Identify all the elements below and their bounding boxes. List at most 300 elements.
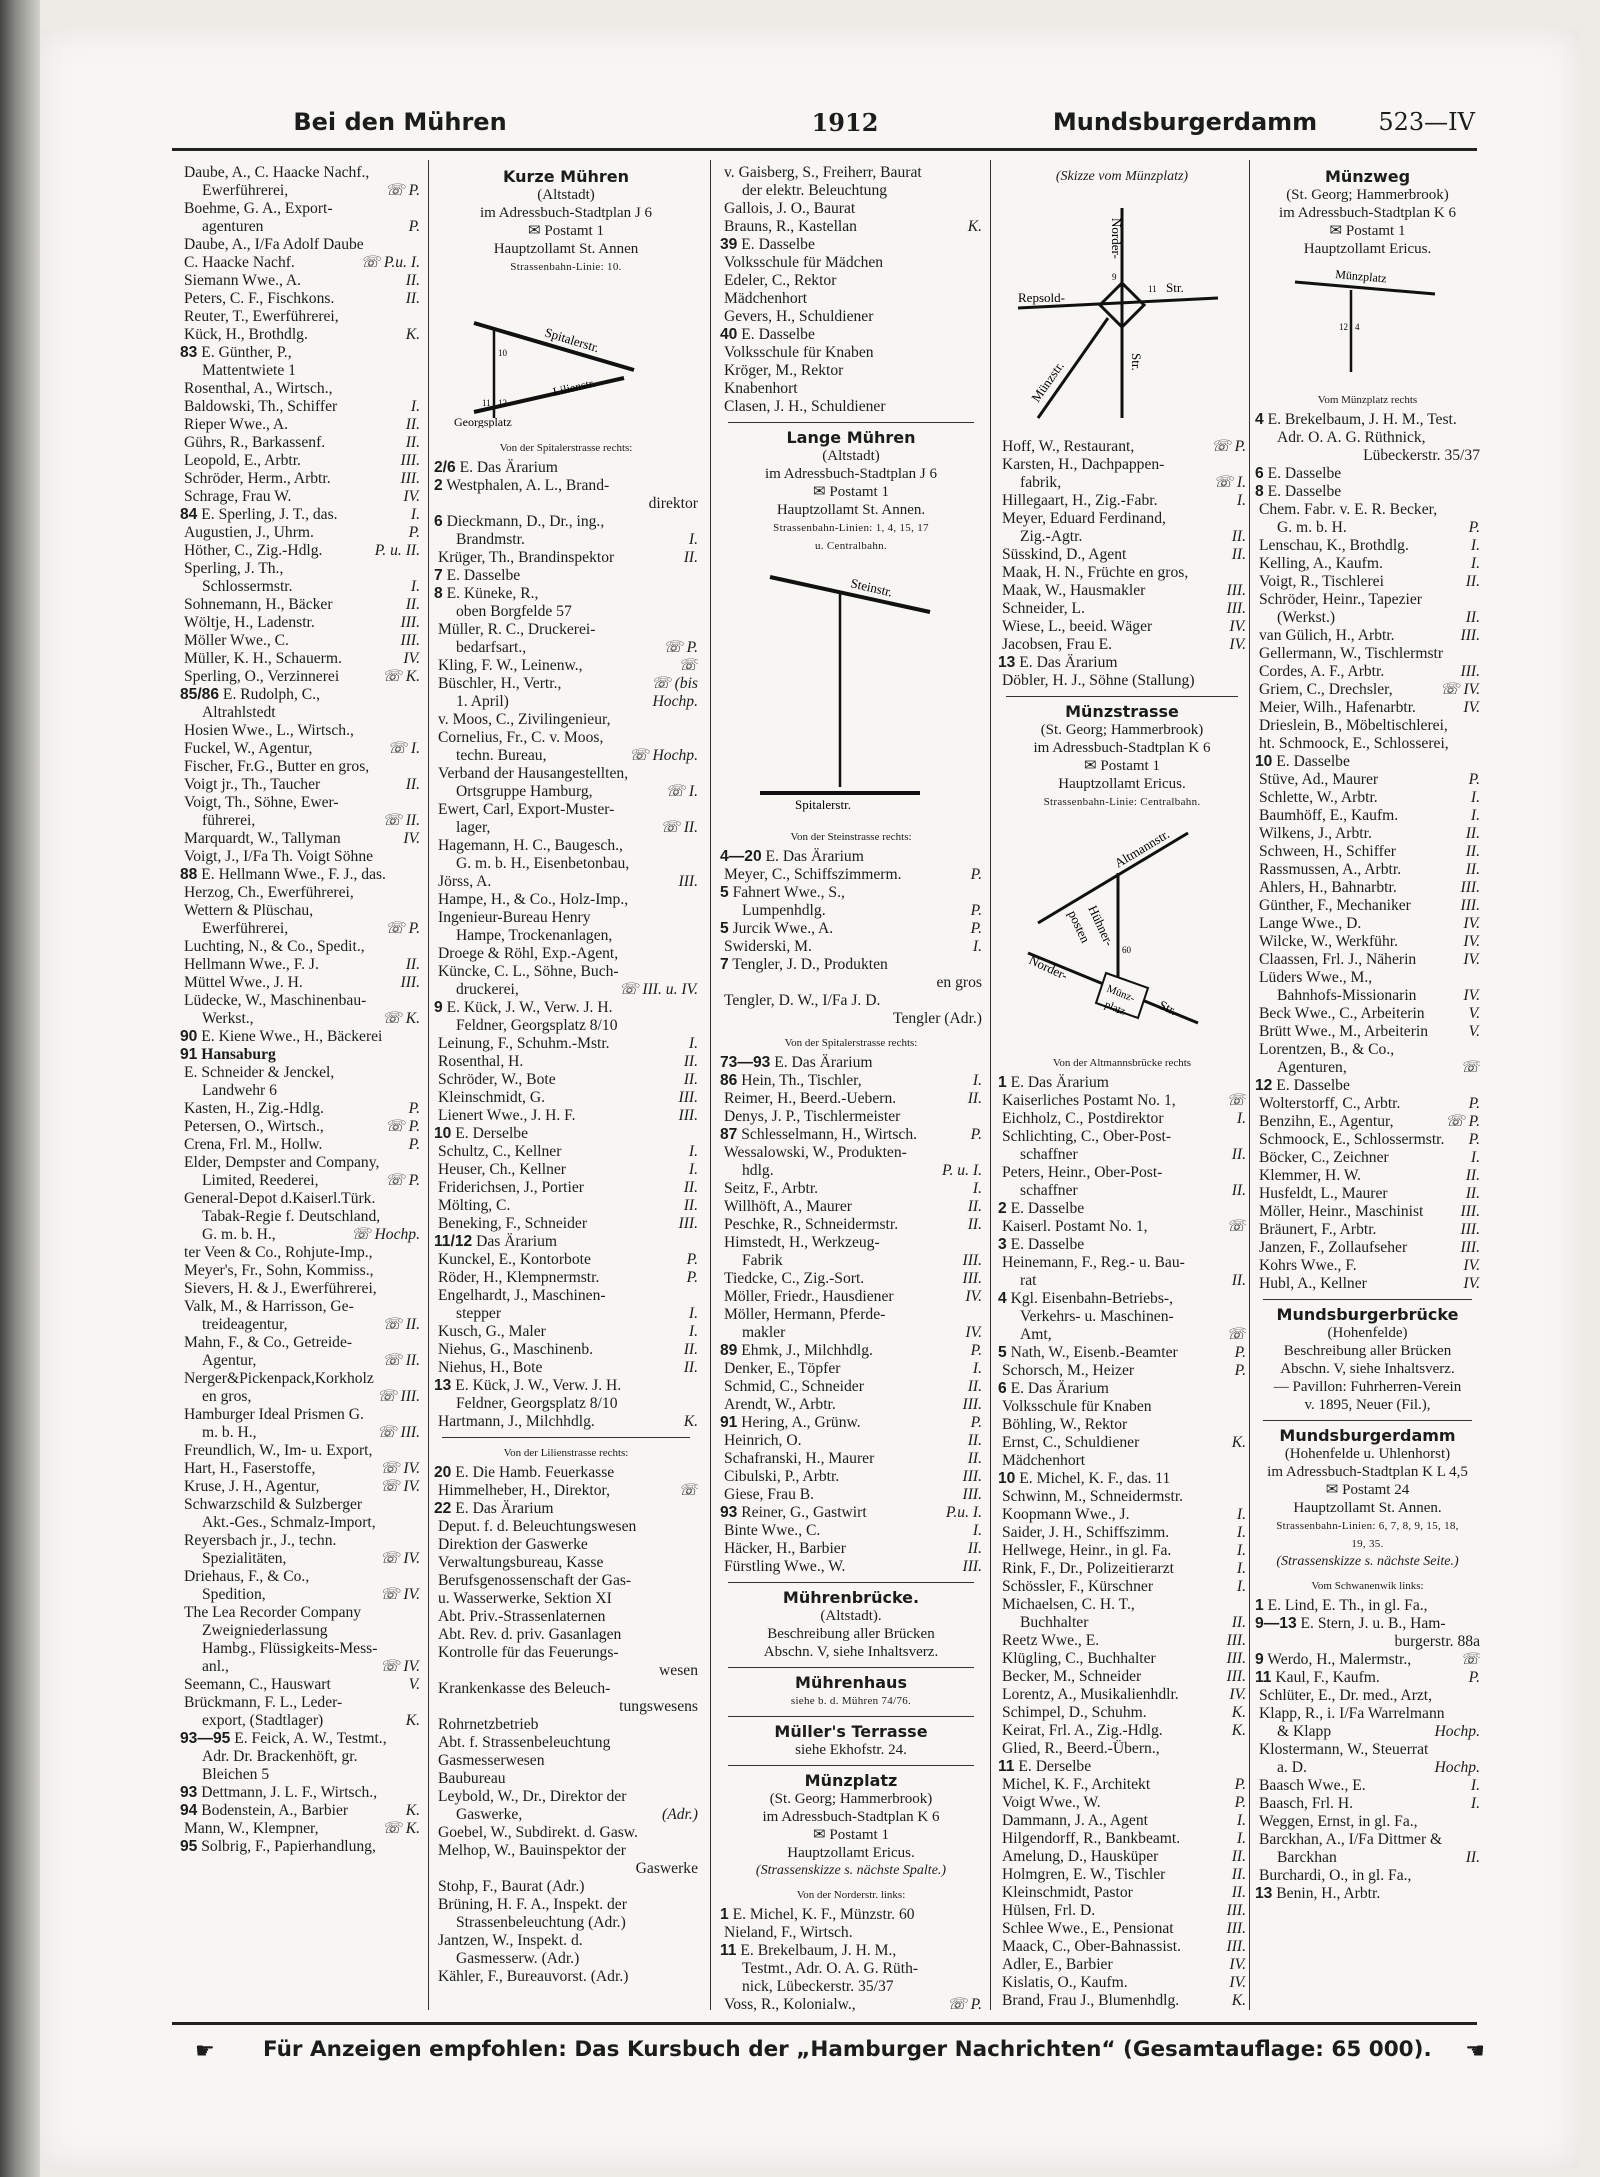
directory-entry bbox=[434, 477, 698, 495]
entry-text: Hellmann Wwe., F. J. bbox=[184, 956, 319, 973]
floor-marker: II. bbox=[405, 290, 420, 307]
section-divider bbox=[442, 1437, 690, 1438]
entry-text: E. Dasselbe bbox=[737, 326, 815, 343]
floor-marker: I. bbox=[1236, 1506, 1246, 1523]
directory-entry bbox=[720, 290, 982, 308]
entry-text: Ewert, Carl, Export-Muster- bbox=[438, 801, 615, 818]
directory-entry bbox=[434, 1590, 698, 1608]
entry-text: Chem. Fabr. v. E. R. Becker, bbox=[1259, 501, 1438, 518]
floor-marker: ☏ I. bbox=[665, 783, 698, 800]
street-sketch-muenzplatz bbox=[998, 188, 1246, 433]
directory-entry bbox=[998, 1344, 1246, 1362]
directory-entry bbox=[434, 1053, 698, 1071]
floor-marker: I. bbox=[688, 1305, 698, 1322]
house-number: 2 bbox=[434, 477, 443, 494]
entry-text: Kaiserliches Postamt No. 1, bbox=[1002, 1092, 1176, 1109]
entry-text: Schröder, Herm., Arbtr. bbox=[184, 470, 331, 487]
entry-text: Mädchenhort bbox=[1002, 1452, 1086, 1469]
entry-text: Peters, Heinr., Ober-Post- bbox=[1002, 1164, 1163, 1181]
map-label: Repsold- bbox=[1018, 290, 1065, 305]
entry-text: Leopold, E., Arbtr. bbox=[184, 452, 301, 469]
directory-entry bbox=[180, 758, 420, 776]
floor-marker: ☏ II. bbox=[382, 1316, 420, 1333]
section-divider bbox=[1263, 1299, 1472, 1300]
entry-text: (Werkst.) bbox=[1277, 609, 1336, 626]
entry-text: Sperling, J. Th., bbox=[184, 560, 284, 577]
directory-entry bbox=[998, 1830, 1246, 1848]
directory-entry bbox=[180, 1028, 420, 1046]
directory-entry bbox=[434, 1770, 698, 1788]
column-divider bbox=[428, 160, 429, 2010]
entry-text: Schlette, W., Arbtr. bbox=[1259, 789, 1378, 806]
directory-entry bbox=[1255, 807, 1480, 825]
street-district: (Altstadt). bbox=[820, 1608, 882, 1624]
directory-entry bbox=[180, 1514, 420, 1532]
directory-entry bbox=[720, 1486, 982, 1504]
map-label: Georgsplatz bbox=[454, 415, 512, 428]
entry-text: Hellwege, Heinr., in gl. Fa. bbox=[1002, 1542, 1172, 1559]
floor-marker: K. bbox=[1231, 1722, 1246, 1739]
floor-marker: III. bbox=[1460, 627, 1480, 644]
street-tram: Strassenbahn-Linien: 1, 4, 15, 17 bbox=[773, 522, 929, 534]
entry-text: Meyer's, Fr., Sohn, Kommiss., bbox=[184, 1262, 374, 1279]
directory-entry bbox=[434, 711, 698, 729]
floor-marker: I. bbox=[1236, 1812, 1246, 1829]
entry-text: Schlüter, E., Dr. med., Arzt, bbox=[1259, 1687, 1433, 1704]
entry-text: Stüve, Ad., Maurer bbox=[1259, 771, 1379, 788]
directory-entry bbox=[434, 999, 698, 1017]
directory-entry bbox=[998, 1992, 1246, 2010]
floor-marker: I. bbox=[1236, 1524, 1246, 1541]
map-label: Str. bbox=[1129, 353, 1144, 371]
street-muehrenbruecke bbox=[720, 1589, 982, 1661]
entry-text: druckerei, bbox=[456, 981, 519, 998]
entry-text: E. Feick, A. W., Testmt., bbox=[230, 1730, 387, 1747]
house-number: 40 bbox=[720, 326, 738, 343]
directory-entry bbox=[1255, 879, 1480, 897]
map-label: Lilienstr. bbox=[551, 375, 597, 399]
directory-entry bbox=[1255, 1849, 1480, 1867]
entry-text: E. Michel, K. F., Münzstr. 60 bbox=[728, 1906, 915, 1923]
entry-text: Seitz, F., Arbtr. bbox=[724, 1180, 819, 1197]
entry-text: E. Sperling, J. T., das. bbox=[197, 506, 338, 523]
directory-entry bbox=[998, 1866, 1246, 1884]
floor-marker: II. bbox=[405, 434, 420, 451]
directory-entry bbox=[180, 830, 420, 848]
header-rule bbox=[172, 148, 1477, 151]
directory-entry bbox=[720, 884, 982, 902]
directory-entry bbox=[434, 1269, 698, 1287]
entry-text: Böhling, W., Rektor bbox=[1002, 1416, 1128, 1433]
entry-text: E. Das Ärarium bbox=[761, 848, 864, 865]
section-divider bbox=[728, 422, 974, 423]
floor-marker: P. bbox=[970, 920, 982, 937]
entry-text: Kohrs Wwe., F. bbox=[1259, 1257, 1357, 1274]
entry-text: General-Depot d.Kaiserl.Türk. bbox=[184, 1190, 376, 1207]
directory-entry bbox=[180, 1388, 420, 1406]
entry-text: Berufsgenossenschaft der Gas- bbox=[438, 1572, 632, 1589]
directory-entry bbox=[1255, 1885, 1480, 1903]
floor-marker: II. bbox=[967, 1432, 982, 1449]
entry-text: bedarfsart., bbox=[456, 639, 527, 656]
entry-text: Benzihn, E., Agentur, bbox=[1259, 1113, 1394, 1130]
floor-marker: ☏ Hochp. bbox=[351, 1226, 420, 1243]
entry-text: techn. Bureau, bbox=[456, 747, 547, 764]
section-divider bbox=[728, 1716, 974, 1717]
directory-entry bbox=[434, 1359, 698, 1377]
directory-entry bbox=[180, 1604, 420, 1622]
floor-marker: ☏ P. bbox=[947, 1996, 982, 2013]
entry-text: Tabak-Regie f. Deutschland, bbox=[202, 1208, 381, 1225]
directory-entry bbox=[434, 1932, 698, 1950]
directory-entry bbox=[720, 848, 982, 866]
directory-entry bbox=[1255, 681, 1480, 699]
entry-text: Drieslein, B., Möbeltischlerei, bbox=[1259, 717, 1448, 734]
entry-text: Brandmstr. bbox=[456, 531, 525, 548]
floor-marker: I. bbox=[688, 1161, 698, 1178]
entry-text: stepper bbox=[456, 1305, 502, 1322]
directory-entry bbox=[998, 1578, 1246, 1596]
entry-text: Leybold, W., Dr., Direktor der bbox=[438, 1788, 627, 1805]
entry-text: Kleinschmidt, Pastor bbox=[1002, 1884, 1133, 1901]
street-zollamt: Hauptzollamt St. Annen. bbox=[1293, 1500, 1442, 1516]
floor-marker: P. bbox=[686, 1269, 698, 1286]
floor-marker: II. bbox=[683, 1197, 698, 1214]
floor-marker: ☏ IV. bbox=[379, 1460, 420, 1477]
entry-text: E. Rudolph, C., bbox=[219, 686, 320, 703]
map-label: Str. bbox=[1156, 997, 1180, 1019]
entry-text: E. Die Hamb. Feuerkasse bbox=[451, 1464, 615, 1481]
floor-marker: II. bbox=[1231, 1614, 1246, 1631]
directory-entry bbox=[434, 531, 698, 549]
section-divider bbox=[1006, 696, 1238, 697]
floor-marker: ☏ I. bbox=[387, 740, 420, 757]
directory-entry bbox=[434, 1341, 698, 1359]
house-number: 7 bbox=[720, 956, 729, 973]
entry-text: Swiderski, M. bbox=[724, 938, 812, 955]
directory-entry bbox=[1255, 483, 1480, 501]
floor-marker: II. bbox=[967, 1450, 982, 1467]
entry-text: Gasmesserwesen bbox=[438, 1752, 545, 1769]
floor-marker: ☏ II. bbox=[382, 812, 420, 829]
floor-marker: I. bbox=[1236, 1830, 1246, 1847]
floor-marker: I. bbox=[1470, 1777, 1480, 1794]
entry-text: Hering, A., Grünw. bbox=[737, 1414, 861, 1431]
floor-marker: ☏ bbox=[678, 1482, 698, 1499]
directory-entry bbox=[180, 1298, 420, 1316]
entry-text: Hagemann, H. C., Baugesch., bbox=[438, 837, 623, 854]
entry-text: Becker, M., Schneider bbox=[1002, 1668, 1142, 1685]
entry-text: E. Dasselbe bbox=[737, 236, 815, 253]
entry-text: Abt. f. Strassenbeleuchtung bbox=[438, 1734, 611, 1751]
entry-list bbox=[998, 1074, 1246, 2010]
entry-text: Dieckmann, D., Dr., ing., bbox=[442, 513, 605, 530]
section-subhead: Von der Steinstrasse rechts: bbox=[790, 831, 912, 843]
directory-entry bbox=[1255, 609, 1480, 627]
directory-entry bbox=[434, 1215, 698, 1233]
directory-entry bbox=[720, 326, 982, 344]
directory-entry bbox=[998, 1920, 1246, 1938]
entry-text: Spezialitäten, bbox=[202, 1550, 287, 1567]
entry-text: Maack, C., Ober-Bahnassist. bbox=[1002, 1938, 1181, 1955]
entry-text: Hillegaart, H., Zig.-Fabr. bbox=[1002, 492, 1158, 509]
entry-text: Friderichsen, J., Portier bbox=[438, 1179, 584, 1196]
floor-marker: ☏ III. bbox=[377, 1424, 420, 1441]
floor-marker: ☏ Hochp. bbox=[629, 747, 698, 764]
entry-text: Boehme, G. A., Export- bbox=[184, 200, 333, 217]
floor-marker: II. bbox=[683, 1341, 698, 1358]
entry-text: Testmt., Adr. O. A. G. Rüth- bbox=[742, 1960, 919, 1977]
entry-text: E. Schneider & Jenckel, bbox=[184, 1064, 335, 1081]
floor-marker: K. bbox=[1231, 1704, 1246, 1721]
map-label: Münz- bbox=[1104, 982, 1137, 1005]
entry-text: Lorentz, A., Musikalienhdlr. bbox=[1002, 1686, 1179, 1703]
entry-text: Tengler, J. D., Produkten bbox=[728, 956, 888, 973]
entry-text: Clasen, J. H., Schuldiener bbox=[724, 398, 886, 415]
entry-text: Reiner, G., Gastwirt bbox=[737, 1504, 867, 1521]
entry-text: anl., bbox=[202, 1658, 229, 1675]
entry-text: E. Das Ärarium bbox=[1015, 654, 1118, 671]
entry-text: Verwaltungsbureau, Kasse bbox=[438, 1554, 604, 1571]
floor-marker: ☏ II. bbox=[660, 819, 698, 836]
directory-entry bbox=[720, 1906, 982, 1924]
entry-text: Knabenhort bbox=[724, 380, 798, 397]
directory-entry bbox=[434, 1896, 698, 1914]
entry-text: E. Dasselbe bbox=[1263, 465, 1342, 482]
directory-entry bbox=[180, 434, 420, 452]
entry-text: Goebel, W., Subdirekt. d. Gasw. bbox=[438, 1824, 638, 1841]
entry-text: Himstedt, H., Werkzeug- bbox=[724, 1234, 880, 1251]
floor-marker: P. bbox=[970, 1126, 982, 1143]
entry-text: E. Brekelbaum, J. H. M., Test. bbox=[1263, 411, 1457, 428]
floor-marker: II. bbox=[405, 776, 420, 793]
directory-entry bbox=[998, 1686, 1246, 1704]
floor-marker: II. bbox=[967, 1198, 982, 1215]
entry-text: Lumpenhdlg. bbox=[742, 902, 826, 919]
house-number: 95 bbox=[180, 1838, 198, 1855]
entry-text: Fischer, Fr.G., Butter en gros, bbox=[184, 758, 370, 775]
entry-text: Lenschau, K., Brothdlg. bbox=[1259, 537, 1409, 554]
directory-entry bbox=[720, 344, 982, 362]
floor-marker: Hochp. bbox=[1434, 1759, 1480, 1776]
entry-text: Karsten, H., Dachpappen- bbox=[1002, 456, 1165, 473]
floor-marker: II. bbox=[405, 956, 420, 973]
entry-text: Jurcik Wwe., A. bbox=[728, 920, 834, 937]
directory-entry bbox=[434, 1842, 698, 1860]
entry-text: Solbrig, F., Papierhandlung, bbox=[197, 1838, 376, 1855]
entry-text: Höther, C., Zig.-Hdlg. bbox=[184, 542, 323, 559]
directory-entry bbox=[1255, 627, 1480, 645]
directory-entry bbox=[180, 956, 420, 974]
directory-entry bbox=[180, 326, 420, 344]
directory-entry bbox=[720, 1144, 982, 1162]
directory-entry bbox=[434, 693, 698, 711]
directory-entry bbox=[998, 1560, 1246, 1578]
entry-list bbox=[1255, 411, 1480, 1293]
directory-entry bbox=[1255, 573, 1480, 591]
directory-entry bbox=[434, 1377, 698, 1395]
floor-marker: ☏ III. u. IV. bbox=[619, 981, 698, 998]
entry-text: Gaswerke bbox=[635, 1860, 698, 1877]
directory-entry bbox=[180, 1172, 420, 1190]
floor-marker: ☏ I. bbox=[1213, 474, 1246, 491]
floor-marker: ☏ K. bbox=[382, 1820, 420, 1837]
floor-marker: ☏ P. bbox=[385, 920, 420, 937]
floor-marker: II. bbox=[1465, 573, 1480, 590]
entry-text: Bahnhofs-Missionarin bbox=[1277, 987, 1417, 1004]
entry-text: Wöltje, H., Ladenstr. bbox=[184, 614, 315, 631]
directory-entry bbox=[998, 528, 1246, 546]
directory-entry bbox=[1255, 1831, 1480, 1849]
floor-marker: II. bbox=[683, 1359, 698, 1376]
entry-text: Michaelsen, C. H. T., bbox=[1002, 1596, 1135, 1613]
entry-text: makler bbox=[742, 1324, 786, 1341]
street-sketch-lange-muehren bbox=[720, 557, 982, 817]
directory-entry bbox=[1255, 717, 1480, 735]
directory-entry bbox=[180, 938, 420, 956]
directory-entry bbox=[180, 1316, 420, 1334]
map-label: 12 bbox=[498, 398, 507, 408]
directory-entry bbox=[998, 492, 1246, 510]
directory-entry bbox=[180, 524, 420, 542]
directory-entry bbox=[180, 200, 420, 218]
street-note: Abschn. V, siehe Inhaltsverz. bbox=[763, 1644, 939, 1660]
entry-text: Jörss, A. bbox=[438, 873, 492, 890]
column-divider bbox=[990, 160, 991, 2010]
entry-text: Müller, K. H., Schauerm. bbox=[184, 650, 342, 667]
entry-text: Giese, Frau B. bbox=[724, 1486, 815, 1503]
directory-entry bbox=[180, 1046, 420, 1064]
entry-list bbox=[720, 164, 982, 416]
entry-text: Kislatis, O., Kaufm. bbox=[1002, 1974, 1128, 1991]
directory-entry bbox=[434, 1860, 698, 1878]
entry-text: E. Küneke, R., bbox=[442, 585, 539, 602]
directory-entry bbox=[434, 621, 698, 639]
entry-text: Peters, C. F., Fischkons. bbox=[184, 290, 335, 307]
floor-marker: I. bbox=[410, 398, 420, 415]
entry-text: Abt. Priv.-Strassenlaternen bbox=[438, 1608, 606, 1625]
directory-entry bbox=[434, 873, 698, 891]
entry-text: Voigt, Th., Söhne, Ewer- bbox=[184, 794, 339, 811]
floor-marker: III. bbox=[678, 1215, 698, 1232]
directory-entry bbox=[720, 218, 982, 236]
directory-entry bbox=[998, 1938, 1246, 1956]
entry-text: en gros, bbox=[202, 1388, 252, 1405]
floor-marker: P. u. II. bbox=[374, 542, 420, 559]
directory-entry bbox=[180, 380, 420, 398]
directory-entry bbox=[1255, 825, 1480, 843]
entry-text: export, (Stadtlager) bbox=[202, 1712, 324, 1729]
entry-text: Baumhöff, E., Kaufm. bbox=[1259, 807, 1399, 824]
directory-entry bbox=[434, 1017, 698, 1035]
street-mundsburgerbruecke bbox=[1255, 1306, 1480, 1414]
entry-text: Maak, W., Hausmakler bbox=[1002, 582, 1146, 599]
directory-entry bbox=[434, 1824, 698, 1842]
floor-marker: I. bbox=[1470, 1795, 1480, 1812]
directory-entry bbox=[1255, 735, 1480, 753]
entry-text: Schröder, Heinr., Tapezier bbox=[1259, 591, 1422, 608]
directory-entry bbox=[434, 675, 698, 693]
floor-marker: II. bbox=[1231, 528, 1246, 545]
floor-marker: (Adr.) bbox=[662, 1806, 698, 1823]
entry-text: Meyer, C., Schiffszimmerm. bbox=[724, 866, 902, 883]
street-title: Münzplatz bbox=[804, 1771, 898, 1790]
directory-entry bbox=[720, 182, 982, 200]
floor-marker: II. bbox=[1465, 861, 1480, 878]
directory-entry bbox=[180, 1586, 420, 1604]
floor-marker: II. bbox=[1465, 1185, 1480, 1202]
directory-entry bbox=[998, 1812, 1246, 1830]
directory-entry bbox=[180, 1460, 420, 1478]
entry-text: ht. Schmoock, E., Schlosserei, bbox=[1259, 735, 1449, 752]
directory-entry bbox=[1255, 1705, 1480, 1723]
directory-entry bbox=[1255, 1615, 1480, 1633]
entry-text: Schimpel, D., Schuhm. bbox=[1002, 1704, 1147, 1721]
floor-marker: P. bbox=[686, 1251, 698, 1268]
entry-text: Rohrnetzbetrieb bbox=[438, 1716, 539, 1733]
directory-entry bbox=[720, 236, 982, 254]
directory-entry bbox=[720, 1996, 982, 2014]
directory-entry bbox=[434, 1608, 698, 1626]
entry-text: Lübeckerstr. 35/37 bbox=[1363, 447, 1480, 464]
floor-marker: K. bbox=[967, 218, 982, 235]
directory-entry bbox=[1255, 1203, 1480, 1221]
directory-entry bbox=[720, 1306, 982, 1324]
directory-entry bbox=[998, 1488, 1246, 1506]
map-label: platz bbox=[1102, 998, 1128, 1018]
entry-text: v. Gaisberg, S., Freiherr, Baurat bbox=[724, 164, 922, 181]
entry-text: Günther, F., Mechaniker bbox=[1259, 897, 1411, 914]
directory-entry bbox=[180, 1442, 420, 1460]
directory-entry bbox=[180, 542, 420, 560]
directory-entry bbox=[998, 1434, 1246, 1452]
street-plan: im Adressbuch-Stadtplan K L 4,5 bbox=[1267, 1464, 1468, 1480]
entry-text: Zig.-Agtr. bbox=[1020, 528, 1083, 545]
floor-marker: III. bbox=[1460, 1221, 1480, 1238]
directory-entry bbox=[720, 254, 982, 272]
floor-marker: I. bbox=[972, 938, 982, 955]
entry-text: Himmelheber, H., Direktor, bbox=[438, 1482, 610, 1499]
directory-entry bbox=[998, 600, 1246, 618]
house-number: 9—13 bbox=[1255, 1615, 1297, 1632]
house-number: 6 bbox=[434, 513, 443, 530]
directory-entry bbox=[180, 1280, 420, 1298]
floor-marker: II. bbox=[967, 1216, 982, 1233]
floor-marker: III. bbox=[962, 1486, 982, 1503]
directory-entry bbox=[180, 614, 420, 632]
floor-marker: IV. bbox=[403, 650, 420, 667]
entry-text: Gührs, R., Barkassenf. bbox=[184, 434, 326, 451]
entry-text: en gros bbox=[936, 974, 982, 991]
directory-entry bbox=[180, 1334, 420, 1352]
house-number: 11 bbox=[720, 1942, 737, 1959]
directory-entry bbox=[998, 1290, 1246, 1308]
floor-marker: II. bbox=[967, 1540, 982, 1557]
directory-entry bbox=[720, 974, 982, 992]
entry-list bbox=[434, 1464, 698, 1986]
directory-entry bbox=[998, 1524, 1246, 1542]
sketch-caption bbox=[998, 168, 1246, 186]
header-left-street: Bei den Mühren bbox=[293, 108, 507, 136]
entry-text: Mattentwiete 1 bbox=[202, 362, 296, 379]
entry-text: Voigt Wwe., W. bbox=[1002, 1794, 1101, 1811]
entry-text: Rieper Wwe., A. bbox=[184, 416, 289, 433]
entry-text: Buchhalter bbox=[1020, 1614, 1089, 1631]
entry-text: Kaul, F., Kaufm. bbox=[1271, 1669, 1380, 1686]
floor-marker: I. bbox=[1236, 1560, 1246, 1577]
directory-entry bbox=[434, 1125, 698, 1143]
map-label: 11 bbox=[482, 398, 491, 408]
